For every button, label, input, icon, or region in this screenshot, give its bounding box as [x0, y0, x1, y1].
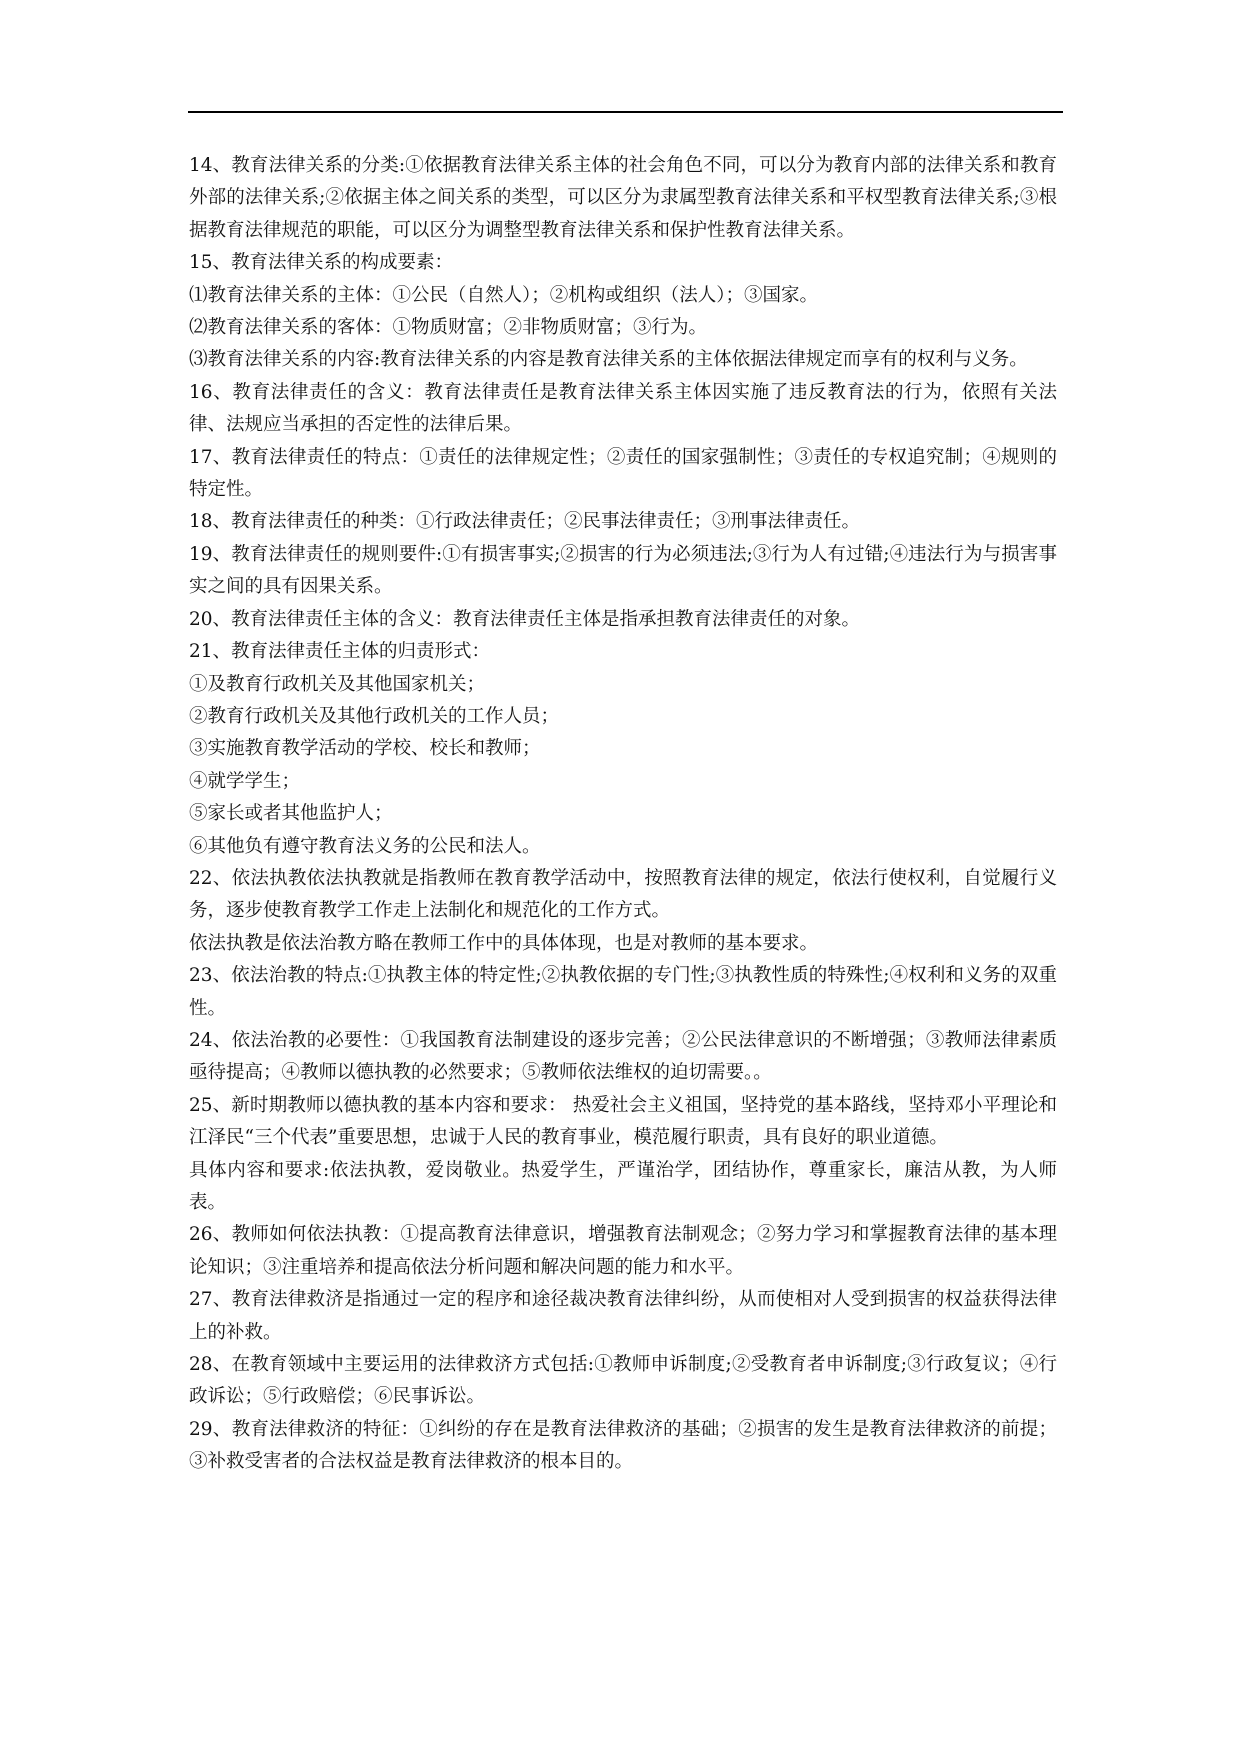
- paragraph-25: 25、新时期教师以德执教的基本内容和要求： 热爱社会主义祖国，坚持党的基本路线，坚持邓小平理论和江泽民“三个代表”重要思想，忠诚于人民的教育事业，模范履行职责，具有良好的职业道德。: [189, 1094, 1057, 1149]
- paragraph-28: 28、在教育领域中主要运用的法律救济方式包括:①教师申诉制度;②受教育者申诉制度;③行政复议；④行政诉讼；⑤行政赔偿；⑥民事诉讼。: [189, 1354, 1057, 1408]
- paragraph-15-2: ⑵教育法律关系的客体：①物质财富；②非物质财富；③行为。: [189, 317, 708, 339]
- header-rule: [188, 111, 1063, 113]
- paragraph-21-item-2: ②教育行政机关及其他行政机关的工作人员；: [189, 705, 560, 727]
- paragraph-21-item-1: ①及教育行政机关及其他国家机关；: [189, 673, 486, 695]
- paragraph-25-detail: 具体内容和要求:依法执教，爱岗敬业。热爱学生，严谨治学，团结协作，尊重家长，廉洁从教，为人师表。: [189, 1159, 1057, 1213]
- paragraph-21-item-6: ⑥其他负有遵守教育法义务的公民和法人。: [189, 835, 541, 857]
- paragraph-21: 21、教育法律责任主体的归责形式：: [189, 641, 491, 663]
- paragraph-14: 14、教育法律关系的分类:①依据教育法律关系主体的社会角色不同，可以分为教育内部的法律关系和教育外部的法律关系;②依据主体之间关系的类型，可以区分为隶属型教育法律关系和平权型教育法律关系;③根据教育法律规范的职能，可以区分为调整型教育法律关系和保护性教育法律关系。: [189, 155, 1057, 241]
- paragraph-24: 24、依法治教的必要性：①我国教育法制建设的逐步完善；②公民法律意识的不断增强；③教师法律素质亟待提高；④教师以德执教的必然要求；⑤教师依法维权的迫切需要。。: [189, 1029, 1057, 1084]
- paragraph-16: 16、教育法律责任的含义：教育法律责任是教育法律关系主体因实施了违反教育法的行为，依照有关法律、法规应当承担的否定性的法律后果。: [189, 381, 1057, 436]
- paragraph-19: 19、教育法律责任的规则要件:①有损害事实;②损害的行为必须违法;③行为人有过错;④违法行为与损害事实之间的具有因果关系。: [189, 543, 1057, 598]
- paragraph-20: 20、教育法律责任主体的含义：教育法律责任主体是指承担教育法律责任的对象。: [189, 608, 861, 630]
- paragraph-21-item-5: ⑤家长或者其他监护人；: [189, 803, 393, 825]
- document-body: [189, 150, 1057, 1479]
- paragraph-15: 15、教育法律关系的构成要素：: [189, 252, 454, 274]
- paragraph-22: 22、依法执教依法执教就是指教师在教育教学活动中，按照教育法律的规定，依法行使权利，自觉履行义务，逐步使教育教学工作走上法制化和规范化的工作方式。: [189, 867, 1057, 922]
- paragraph-15-3: ⑶教育法律关系的内容:教育法律关系的内容是教育法律关系的主体依据法律规定而享有的权利与义务。: [189, 349, 1028, 371]
- paragraph-21-item-3: ③实施教育教学活动的学校、校长和教师；: [189, 738, 541, 760]
- paragraph-22-note: 依法执教是依法治教方略在教师工作中的具体体现，也是对教师的基本要求。: [189, 932, 819, 954]
- paragraph-29: 29、教育法律救济的特征：①纠纷的存在是教育法律救济的基础；②损害的发生是教育法律救济的前提；③补救受害者的合法权益是教育法律救济的根本目的。: [189, 1418, 1057, 1473]
- paragraph-21-item-4: ④就学学生；: [189, 770, 301, 792]
- paragraph-17: 17、教育法律责任的特点：①责任的法律规定性；②责任的国家强制性；③责任的专权追究制；④规则的特定性。: [189, 446, 1057, 501]
- paragraph-26: 26、教师如何依法执教：①提高教育法律意识，增强教育法制观念；②努力学习和掌握教育法律的基本理论知识；③注重培养和提高依法分析问题和解决问题的能力和水平。: [189, 1224, 1057, 1278]
- paragraph-27: 27、教育法律救济是指通过一定的程序和途径裁决教育法律纠纷，从而使相对人受到损害的权益获得法律上的补救。: [189, 1289, 1057, 1343]
- paragraph-15-1: ⑴教育法律关系的主体：①公民（自然人）；②机构或组织（法人）；③国家。: [189, 284, 819, 306]
- paragraph-18: 18、教育法律责任的种类：①行政法律责任；②民事法律责任；③刑事法律责任。: [189, 511, 861, 533]
- paragraph-23: 23、依法治教的特点:①执教主体的特定性;②执教依据的专门性;③执教性质的特殊性;④权利和义务的双重性。: [189, 965, 1057, 1019]
